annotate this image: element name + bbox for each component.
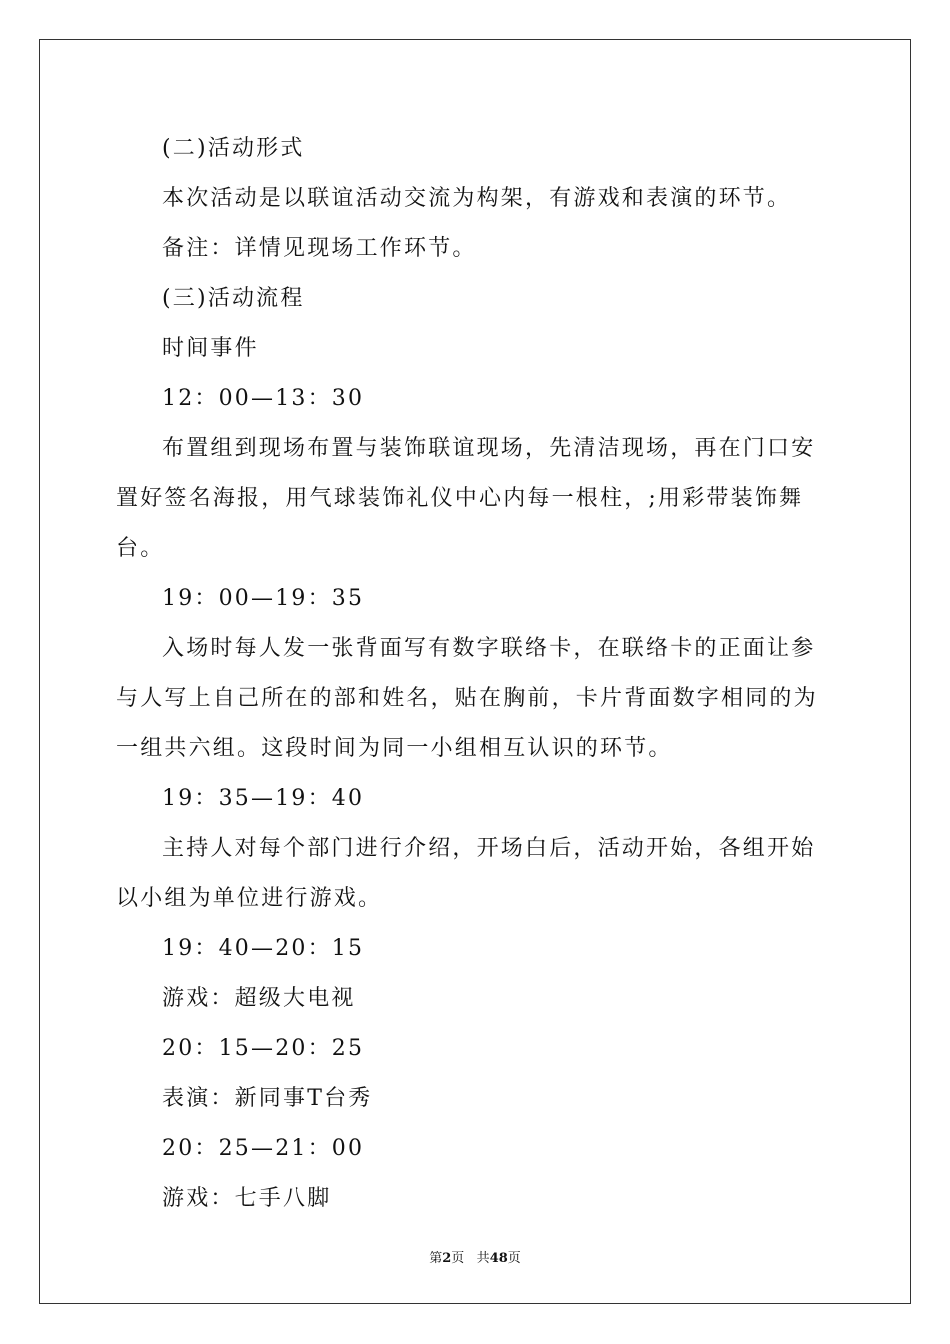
schedule-event: 表演：新同事T台秀 — [162, 1086, 373, 1111]
page-suffix: 页 — [451, 1251, 465, 1266]
page-footer — [0, 1247, 950, 1266]
time-slot: 12：00—13：30 — [162, 386, 365, 411]
page-number: 2 — [442, 1251, 452, 1266]
schedule-event: 游戏：超级大电视 — [162, 986, 356, 1011]
paragraph-note: 备注：详情见现场工作环节。 — [162, 236, 477, 261]
time-slot: 19：35—19：40 — [162, 786, 365, 811]
heading-activity-process: (三)活动流程 — [162, 286, 305, 311]
total-pages: 48 — [489, 1251, 508, 1266]
schedule-event: 游戏：七手八脚 — [162, 1186, 332, 1211]
time-slot: 19：40—20：15 — [162, 936, 365, 961]
paragraph: 主持人对每个部门进行介绍，开场白后，活动开始，各组开始以小组为单位进行游戏。 — [116, 836, 816, 911]
time-slot: 19：00—19：35 — [162, 586, 365, 611]
page-prefix: 第 — [429, 1251, 443, 1266]
time-slot: 20：15—20：25 — [162, 1036, 365, 1061]
paragraph: 本次活动是以联谊活动交流为构架，有游戏和表演的环节。 — [162, 186, 792, 211]
total-suffix: 页 — [507, 1251, 521, 1266]
document-body — [116, 124, 836, 1224]
total-prefix: 共 — [476, 1251, 490, 1266]
time-slot: 20：25—21：00 — [162, 1136, 365, 1161]
paragraph: 布置组到现场布置与装饰联谊现场，先清洁现场，再在门口安置好签名海报，用气球装饰礼仪中心内每一根柱，;用彩带装饰舞台。 — [116, 436, 816, 561]
schedule-header: 时间事件 — [162, 336, 259, 361]
paragraph: 入场时每人发一张背面写有数字联络卡，在联络卡的正面让参与人写上自己所在的部和姓名，贴在胸前，卡片背面数字相同的为一组共六组。这段时间为同一小组相互认识的环节。 — [116, 636, 818, 761]
heading-activity-format: (二)活动形式 — [162, 136, 305, 161]
